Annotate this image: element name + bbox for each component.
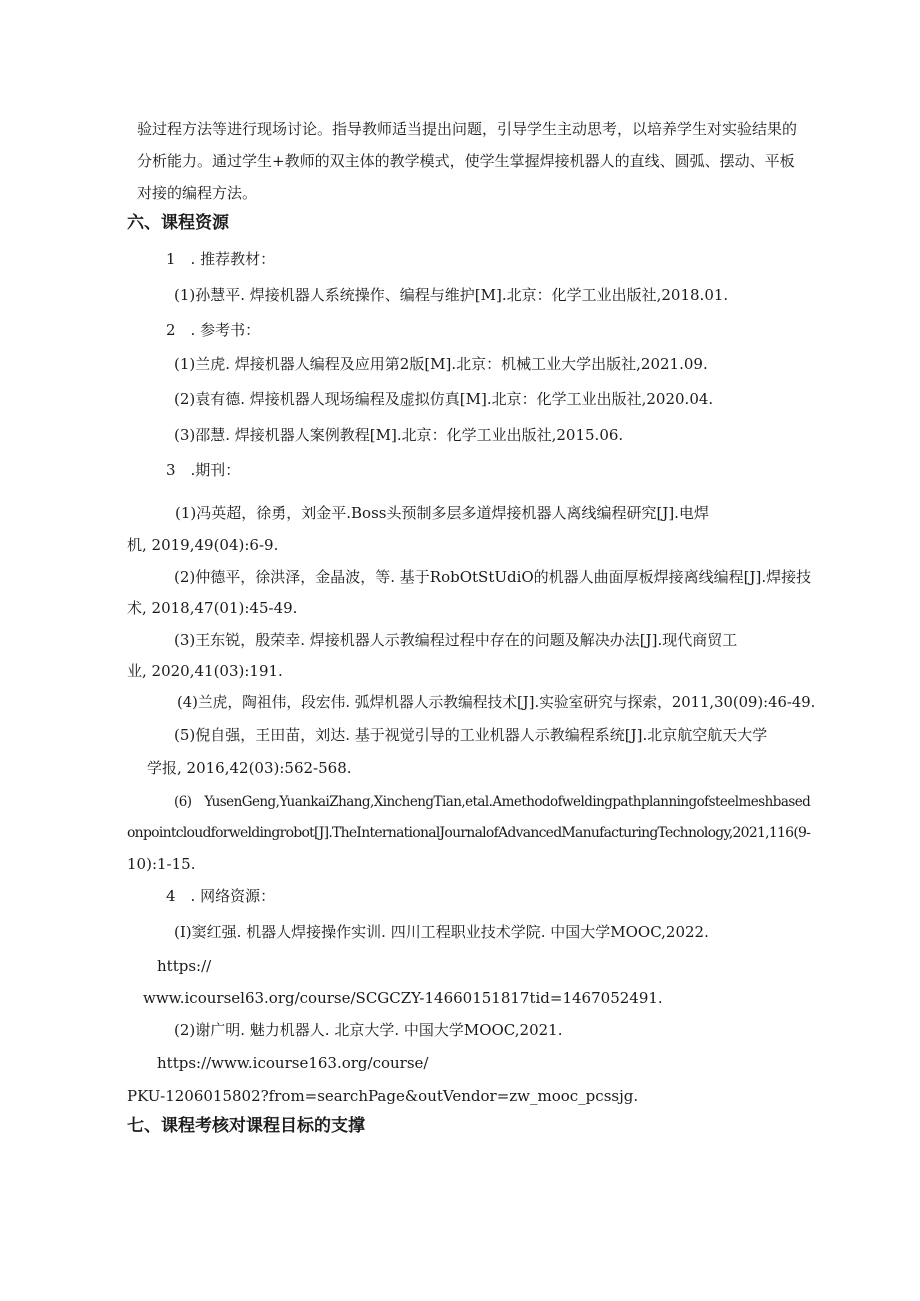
journal-item-5-line-2: 学报, 2016,42(03):562-568. — [147, 759, 352, 777]
journal-item-1-line-2: 机, 2019,49(04):6-9. — [127, 536, 279, 554]
online-item-2-line-1: (2)谢广明. 魅力机器人. 北京大学. 中国大学MOOC,2021. — [174, 1021, 563, 1039]
journal-item-1-line-1: (1)冯英超，徐勇，刘金平.Boss头预制多层多道焊接机器人离线编程研究[J].电焊 — [175, 504, 709, 522]
online-item-2-line-3: PKU-1206015802?from=searchPage&outVendor=zw_mooc_pcssjg. — [127, 1087, 639, 1105]
section-7-heading: 七、课程考核对课程目标的支撑 — [127, 1116, 365, 1136]
journal-item-3-line-2: 业, 2020,41(03):191. — [127, 662, 283, 680]
journal-item-2-line-2: 术, 2018,47(01):45-49. — [127, 599, 298, 617]
section-6-heading: 六、课程资源 — [127, 213, 229, 233]
textbook-item: (1)孙慧平. 焊接机器人系统操作、编程与维护[M].北京：化学工业出版社,2018.01. — [174, 286, 729, 304]
journal-item-4: (4)兰虎，陶祖伟，段宏伟. 弧焊机器人示教编程技术[J].实验室研究与探索，2011,30(09):46-49. — [177, 694, 816, 711]
online-item-1-line-1: (I)窦红强. 机器人焊接操作实训. 四川工程职业技术学院. 中国大学MOOC,2022. — [174, 923, 709, 941]
reference-books-label: 2 . 参考书： — [166, 321, 261, 339]
journals-label: 3 .期刊： — [166, 461, 241, 479]
journal-item-2-line-1: (2)仲德平，徐洪泽，金晶波，等. 基于RobOtStUdiO的机器人曲面厚板焊接离线编程[J].焊接技 — [174, 568, 812, 586]
reference-book-item-2: (2)袁有德. 焊接机器人现场编程及虚拟仿真[M].北京：化学工业出版社,2020.04. — [174, 390, 714, 408]
journal-item-3-line-1: (3)王东锐，殷荣幸. 焊接机器人示教编程过程中存在的问题及解决办法[J].现代商贸工 — [174, 631, 738, 649]
journal-item-6-line-1: (6) YusenGeng,YuankaiZhang,XinchengTian,etal.Amethodofweldingpathplanningofsteelmeshbased — [174, 794, 811, 810]
reference-book-item-1: (1)兰虎. 焊接机器人编程及应用第2版[M].北京：机械工业大学出版社,2021.09. — [174, 355, 708, 373]
journal-item-6-line-2: onpointcloudforweldingrobot[J].TheInternationalJournalofAdvancedManufacturingTechnology,2021,116(9- — [127, 825, 811, 841]
online-item-1-line-3: www.icoursel63.org/course/SCGCZY-14660151817tid=1467052491. — [143, 989, 663, 1007]
journal-item-6-line-3: 10):1-15. — [127, 855, 196, 873]
intro-line-2: 分析能力。通过学生+教师的双主体的教学模式，使学生掌握焊接机器人的直线、圆弧、摆动、平板 — [137, 152, 795, 170]
online-resources-label: 4 . 网络资源： — [166, 887, 276, 905]
intro-line-3: 对接的编程方法。 — [137, 184, 258, 202]
journal-item-5-line-1: (5)倪自强，王田苗，刘达. 基于视觉引导的工业机器人示教编程系统[J].北京航空航天大学 — [174, 726, 768, 744]
intro-line-1: 验过程方法等进行现场讨论。指导教师适当提出问题，引导学生主动思考，以培养学生对实验结果的 — [137, 120, 798, 138]
reference-book-item-3: (3)邵慧. 焊接机器人案例教程[M].北京：化学工业出版社,2015.06. — [174, 426, 624, 444]
online-item-2-line-2: https://www.icourse163.org/course/ — [157, 1054, 429, 1072]
online-item-1-line-2: https:// — [157, 957, 212, 975]
textbooks-label: 1 . 推荐教材： — [166, 250, 276, 268]
